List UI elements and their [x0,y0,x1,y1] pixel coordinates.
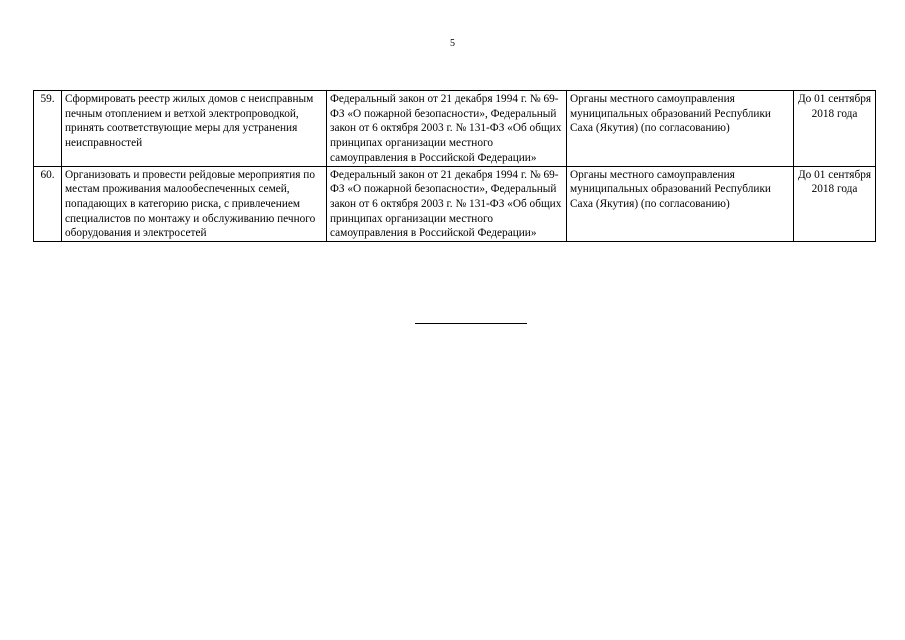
measure-cell: Сформировать реестр жилых домов с неисправным печным отоплением и ветхой электропроводкой, принять соответствующие меры для устранения неисправностей [62,91,327,167]
deadline-cell: До 01 сентября 2018 года [794,166,876,242]
page-number: 5 [450,38,455,49]
table-row [34,91,876,167]
table-row [34,166,876,242]
responsible-cell: Органы местного самоуправления муниципальных образований Республики Саха (Якутия) (по согласованию) [567,166,794,242]
legal-basis-cell: Федеральный закон от 21 декабря 1994 г. № 69-ФЗ «О пожарной безопасности», Федеральный закон от 6 октября 2003 г. № 131-ФЗ «Об общих принципах организации местного самоуправления в Российской Федерации» [327,166,567,242]
legal-basis-cell: Федеральный закон от 21 декабря 1994 г. № 69-ФЗ «О пожарной безопасности», Федеральный закон от 6 октября 2003 г. № 131-ФЗ «Об общих принципах организации местного самоуправления в Российской Федерации» [327,91,567,167]
measures-table [33,90,876,242]
row-number: 59. [34,91,62,167]
row-number: 60. [34,166,62,242]
responsible-cell: Органы местного самоуправления муниципальных образований Республики Саха (Якутия) (по согласованию) [567,91,794,167]
deadline-cell: До 01 сентября 2018 года [794,91,876,167]
end-of-document-line [415,323,527,324]
measure-cell: Организовать и провести рейдовые мероприятия по местам проживания малообеспеченных семей, попадающих в категорию риска, с привлечением специалистов по монтажу и обслуживанию печного оборудования и электросетей [62,166,327,242]
